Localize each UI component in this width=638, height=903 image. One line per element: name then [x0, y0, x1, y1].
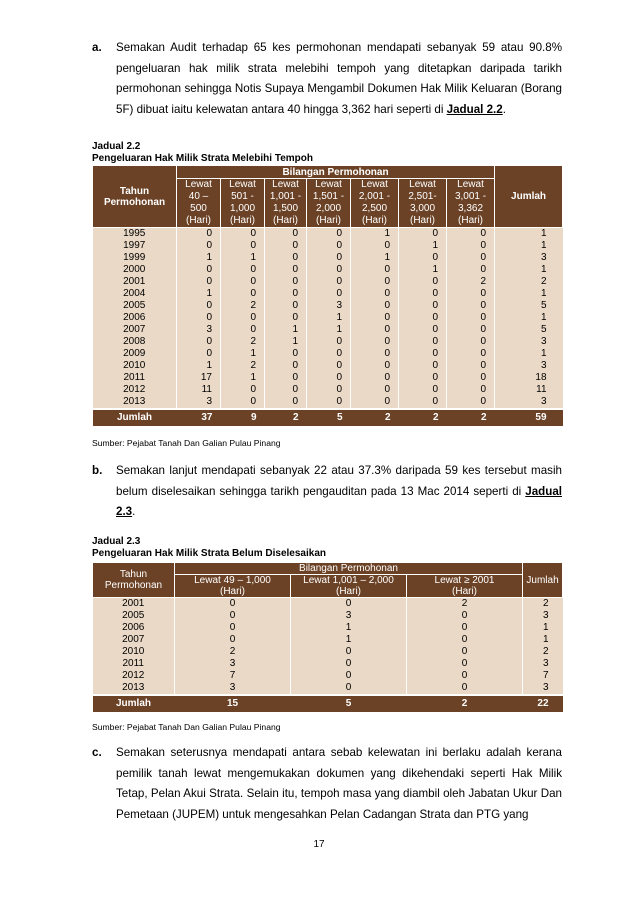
- table-row: [93, 252, 563, 264]
- row-cell: 1: [399, 240, 447, 252]
- table2-header-col-3-l1: Lewat ≥ 2001: [434, 575, 495, 586]
- total-cell: 59: [495, 409, 563, 426]
- table1-header-col-6: [399, 179, 447, 228]
- table1-header-col-6-l2: 2,501-: [408, 191, 437, 202]
- row-cell: 0: [307, 288, 351, 300]
- row-cell: 0: [447, 336, 495, 348]
- row-cell: 2: [495, 276, 563, 288]
- row-cell: 0: [175, 634, 291, 646]
- row-cell: 1: [495, 312, 563, 324]
- row-cell: 0: [265, 312, 307, 324]
- row-cell: 0: [351, 336, 399, 348]
- row-cell: 0: [399, 360, 447, 372]
- table2-header-jumlah: Jumlah: [523, 563, 563, 598]
- row-cell: 0: [307, 360, 351, 372]
- total-cell: 22: [523, 695, 563, 712]
- row-cell: 2: [175, 646, 291, 658]
- row-cell: 1: [177, 288, 221, 300]
- table2-header-col-3: [407, 575, 523, 598]
- row-cell: 0: [221, 288, 265, 300]
- table-row: [93, 336, 563, 348]
- table1-header-col-2-l2: 501 -: [231, 191, 254, 202]
- table2-header-col-3-l2: (Hari): [452, 586, 478, 597]
- row-cell: 0: [399, 348, 447, 360]
- row-cell: 7: [523, 670, 563, 682]
- row-year: 2005: [93, 610, 175, 622]
- table2-header-col-1: [175, 575, 291, 598]
- row-cell: 0: [265, 360, 307, 372]
- row-cell: 1: [177, 252, 221, 264]
- paragraph-c-label: c.: [92, 746, 102, 759]
- row-cell: 3: [177, 396, 221, 409]
- row-cell: 0: [447, 288, 495, 300]
- paragraph-b-text: Semakan lanjut mendapati sebanyak 22 atau 37.3% daripada 59 kes tersebut masih belum diselesaikan sehingga tarikh pengauditan pada 13 Mac 2014 seperti di Jadual 2.3.: [116, 464, 562, 518]
- row-cell: 1: [177, 360, 221, 372]
- row-cell: 1: [221, 252, 265, 264]
- row-year: 2010: [93, 646, 175, 658]
- table1-header-col-5-l4: (Hari): [362, 215, 387, 226]
- row-cell: 3: [495, 360, 563, 372]
- row-cell: 1: [351, 228, 399, 241]
- row-cell: 0: [399, 312, 447, 324]
- paragraph-b-label: b.: [92, 464, 103, 477]
- table1-header-col-2-l1: Lewat: [229, 179, 256, 190]
- row-cell: 0: [447, 240, 495, 252]
- table1-header-col-2-l3: 1,000: [229, 203, 256, 214]
- total-label: Jumlah: [93, 695, 175, 712]
- row-cell: 0: [221, 228, 265, 241]
- total-cell: 9: [221, 409, 265, 426]
- row-cell: 0: [177, 312, 221, 324]
- row-cell: 0: [351, 348, 399, 360]
- row-cell: 0: [221, 396, 265, 409]
- paragraph-c: [92, 743, 562, 825]
- row-cell: 0: [399, 384, 447, 396]
- table-row: [93, 312, 563, 324]
- row-cell: 2: [523, 646, 563, 658]
- row-cell: 1: [221, 372, 265, 384]
- table1-header-group: Bilangan Permohonan: [177, 166, 495, 179]
- paragraph-a: [92, 38, 562, 120]
- row-cell: 0: [399, 300, 447, 312]
- row-cell: 0: [221, 324, 265, 336]
- table1-total-row: [93, 409, 563, 426]
- row-cell: 0: [447, 372, 495, 384]
- row-cell: 0: [265, 300, 307, 312]
- row-cell: 17: [177, 372, 221, 384]
- table1-header-tahun: Tahun Permohonan: [93, 166, 177, 228]
- row-cell: 18: [495, 372, 563, 384]
- table1-header-col-4-l2: 1,501 -: [312, 191, 345, 202]
- row-year: 2013: [93, 682, 175, 695]
- table1-header-col-4-l1: Lewat: [315, 179, 342, 190]
- row-cell: 0: [265, 396, 307, 409]
- row-cell: 0: [307, 396, 351, 409]
- table1-caption-number: Jadual 2.2: [92, 141, 141, 152]
- total-cell: 2: [351, 409, 399, 426]
- row-cell: 3: [495, 252, 563, 264]
- total-cell: 37: [177, 409, 221, 426]
- row-cell: 0: [407, 682, 523, 695]
- row-cell: 0: [447, 252, 495, 264]
- row-cell: 1: [307, 324, 351, 336]
- table1-caption-title: Pengeluaran Hak Milik Strata Melebihi Tempoh: [92, 153, 313, 164]
- row-cell: 0: [307, 228, 351, 241]
- table-row: [93, 384, 563, 396]
- row-cell: 0: [265, 252, 307, 264]
- table1-header-col-3-l1: Lewat: [272, 179, 299, 190]
- row-cell: 1: [291, 622, 407, 634]
- row-year: 1999: [93, 252, 177, 264]
- row-cell: 0: [351, 288, 399, 300]
- row-cell: 0: [447, 348, 495, 360]
- row-cell: 0: [407, 670, 523, 682]
- table1: [92, 165, 563, 426]
- table1-header-col-7: [447, 179, 495, 228]
- paragraph-c-text: Semakan seterusnya mendapati antara sebab kelewatan ini berlaku adalah kerana pemilik tanah lewat mengemukakan dokumen yang dikehendaki seperti Hak Milik Tetap, Pelan Akui Strata. Selain itu, tempoh masa yang diambil oleh Jabatan Ukur Dan Pemetaan (JUPEM) untuk mengesahkan Pelan Cadangan Strata dan PTG yang: [116, 746, 562, 821]
- row-cell: 0: [307, 372, 351, 384]
- row-year: 2012: [93, 670, 175, 682]
- total-cell: 5: [291, 695, 407, 712]
- row-cell: 2: [221, 360, 265, 372]
- table-row: [93, 276, 563, 288]
- row-cell: 0: [221, 240, 265, 252]
- row-cell: 1: [265, 324, 307, 336]
- table-row: [93, 372, 563, 384]
- row-cell: 0: [399, 396, 447, 409]
- row-cell: 0: [291, 646, 407, 658]
- table1-header-col-7-l3: 3,362: [458, 203, 484, 214]
- paragraph-b-ref: Jadual 2.3: [116, 484, 562, 518]
- row-cell: 0: [265, 240, 307, 252]
- row-cell: 7: [175, 670, 291, 682]
- table2-caption-number: Jadual 2.3: [92, 536, 141, 547]
- row-cell: 1: [291, 634, 407, 646]
- row-year: 2000: [93, 264, 177, 276]
- table-row: [93, 670, 563, 682]
- row-cell: 0: [447, 228, 495, 241]
- row-cell: 0: [351, 240, 399, 252]
- row-cell: 0: [291, 682, 407, 695]
- table2-header-tahun: Tahun Permohonan: [93, 563, 175, 598]
- page-number: 17: [313, 839, 325, 850]
- row-cell: 0: [177, 348, 221, 360]
- total-cell: 5: [307, 409, 351, 426]
- row-cell: 0: [351, 300, 399, 312]
- table1-header-col-3: [265, 179, 307, 228]
- row-cell: 0: [221, 384, 265, 396]
- row-cell: 3: [523, 658, 563, 670]
- row-cell: 1: [399, 264, 447, 276]
- row-year: 2001: [93, 598, 175, 611]
- table1-header-col-5-l3: 2,500: [361, 203, 388, 214]
- row-cell: 1: [221, 348, 265, 360]
- row-cell: 0: [399, 372, 447, 384]
- table1-header-col-3-l2: 1,001 -: [269, 191, 302, 202]
- table1-header-col-7-l1: Lewat: [457, 179, 484, 190]
- row-year: 2006: [93, 312, 177, 324]
- table-row: [93, 396, 563, 409]
- total-cell: 15: [175, 695, 291, 712]
- table-row: [93, 228, 563, 241]
- row-cell: 0: [175, 622, 291, 634]
- row-cell: 1: [351, 252, 399, 264]
- row-cell: 0: [399, 336, 447, 348]
- row-cell: 0: [265, 228, 307, 241]
- table1-header-col-5: [351, 179, 399, 228]
- row-cell: 0: [307, 336, 351, 348]
- row-cell: 1: [265, 336, 307, 348]
- row-cell: 0: [447, 300, 495, 312]
- row-year: 2011: [93, 372, 177, 384]
- table2-total-row: [93, 695, 563, 712]
- table1-header-col-3-l3: 1,500: [272, 203, 299, 214]
- row-cell: 0: [265, 276, 307, 288]
- table-row: [93, 634, 563, 646]
- row-cell: 3: [495, 336, 563, 348]
- table2: [92, 562, 563, 712]
- table-row: [93, 360, 563, 372]
- paragraph-a-text: Semakan Audit terhadap 65 kes permohonan mendapati sebanyak 59 atau 90.8% pengeluaran hak milik strata melebihi tempoh yang ditetapkan daripada tarikh permohonan sehingga Notis Supaya Mengambil Dokumen Hak Milik Keluaran (Borang 5F) dibuat iaitu kelewatan antara 40 hingga 3,362 hari seperti di Jadual 2.2.: [116, 41, 562, 116]
- row-cell: 0: [351, 396, 399, 409]
- row-cell: 0: [351, 372, 399, 384]
- table1-header-col-2-l4: (Hari): [230, 215, 255, 226]
- total-cell: 2: [399, 409, 447, 426]
- row-cell: 0: [307, 252, 351, 264]
- table1-caption: [92, 141, 313, 165]
- row-cell: 3: [523, 610, 563, 622]
- table2-source: Sumber: Pejabat Tanah Dan Galian Pulau Pinang: [92, 722, 281, 732]
- row-cell: 0: [175, 598, 291, 611]
- table2-caption: [92, 536, 326, 560]
- row-cell: 1: [523, 622, 563, 634]
- row-cell: 0: [265, 288, 307, 300]
- row-cell: 0: [307, 264, 351, 276]
- row-cell: 5: [495, 300, 563, 312]
- paragraph-a-label: a.: [92, 41, 102, 54]
- row-year: 2001: [93, 276, 177, 288]
- row-year: 2010: [93, 360, 177, 372]
- row-cell: 0: [351, 384, 399, 396]
- row-cell: 11: [495, 384, 563, 396]
- table1-header-col-1-l2: 40 –: [188, 191, 209, 202]
- row-cell: 3: [175, 658, 291, 670]
- row-cell: 0: [307, 240, 351, 252]
- row-cell: 3: [495, 396, 563, 409]
- paragraph-a-ref: Jadual 2.2: [446, 102, 503, 116]
- table1-header-col-6-l3: 3,000: [409, 203, 436, 214]
- row-cell: 11: [177, 384, 221, 396]
- row-cell: 0: [177, 276, 221, 288]
- table1-header-col-6-l1: Lewat: [409, 179, 436, 190]
- row-cell: 0: [407, 622, 523, 634]
- row-cell: 0: [407, 634, 523, 646]
- row-cell: 2: [407, 598, 523, 611]
- row-year: 2006: [93, 622, 175, 634]
- row-cell: 1: [495, 228, 563, 241]
- table-row: [93, 622, 563, 634]
- row-year: 2008: [93, 336, 177, 348]
- row-cell: 0: [307, 276, 351, 288]
- row-cell: 2: [523, 598, 563, 611]
- row-year: 2005: [93, 300, 177, 312]
- row-cell: 3: [177, 324, 221, 336]
- table-row: [93, 348, 563, 360]
- table1-header-col-7-l2: 3,001 -: [454, 191, 487, 202]
- row-cell: 3: [307, 300, 351, 312]
- table2-header-col-2-l2: (Hari): [336, 586, 361, 597]
- row-cell: 1: [495, 264, 563, 276]
- row-year: 1997: [93, 240, 177, 252]
- row-cell: 0: [399, 228, 447, 241]
- row-cell: 5: [495, 324, 563, 336]
- table-row: [93, 300, 563, 312]
- table1-header-col-4-l3: 2,000: [315, 203, 342, 214]
- table-row: [93, 598, 563, 611]
- table2-header-col-1-l1: Lewat 49 – 1,000: [194, 575, 271, 586]
- total-cell: 2: [447, 409, 495, 426]
- row-cell: 1: [307, 312, 351, 324]
- row-cell: 0: [177, 264, 221, 276]
- row-cell: 0: [351, 276, 399, 288]
- row-cell: 0: [407, 610, 523, 622]
- row-cell: 3: [291, 610, 407, 622]
- table1-header-col-1: [177, 179, 221, 228]
- row-year: 2009: [93, 348, 177, 360]
- row-cell: 0: [407, 658, 523, 670]
- table2-header-group: Bilangan Permohonan: [175, 563, 523, 575]
- row-cell: 0: [291, 670, 407, 682]
- row-cell: 0: [407, 646, 523, 658]
- table2-header-col-2-l1: Lewat 1,001 – 2,000: [303, 575, 394, 586]
- row-cell: 0: [221, 264, 265, 276]
- row-cell: 0: [447, 264, 495, 276]
- table1-header-col-1-l4: (Hari): [186, 215, 211, 226]
- table-row: [93, 264, 563, 276]
- row-cell: 0: [399, 276, 447, 288]
- row-cell: 3: [175, 682, 291, 695]
- table2-header-col-1-l2: (Hari): [220, 586, 245, 597]
- total-cell: 2: [407, 695, 523, 712]
- row-year: 1995: [93, 228, 177, 241]
- table1-header-col-1-l3: 500: [190, 203, 207, 214]
- row-year: 2004: [93, 288, 177, 300]
- row-cell: 0: [447, 396, 495, 409]
- row-cell: 0: [351, 264, 399, 276]
- row-cell: 0: [447, 384, 495, 396]
- total-label: Jumlah: [93, 409, 177, 426]
- row-cell: 3: [523, 682, 563, 695]
- table-row: [93, 658, 563, 670]
- row-cell: 0: [291, 658, 407, 670]
- row-cell: 1: [523, 634, 563, 646]
- table2-caption-title: Pengeluaran Hak Milik Strata Belum Diselesaikan: [92, 548, 326, 559]
- row-cell: 0: [221, 312, 265, 324]
- row-cell: 0: [177, 240, 221, 252]
- table-row: [93, 682, 563, 695]
- table-row: [93, 324, 563, 336]
- row-cell: 0: [351, 312, 399, 324]
- row-cell: 0: [177, 336, 221, 348]
- row-cell: 0: [177, 300, 221, 312]
- table1-header-col-5-l1: Lewat: [361, 179, 388, 190]
- row-cell: 0: [221, 276, 265, 288]
- row-cell: 1: [495, 348, 563, 360]
- row-year: 2007: [93, 324, 177, 336]
- row-cell: 0: [291, 598, 407, 611]
- table-row: [93, 646, 563, 658]
- row-cell: 0: [265, 348, 307, 360]
- row-cell: 1: [495, 288, 563, 300]
- row-year: 2013: [93, 396, 177, 409]
- row-cell: 2: [447, 276, 495, 288]
- table1-header-col-6-l4: (Hari): [410, 215, 435, 226]
- table1-header-col-7-l4: (Hari): [458, 215, 484, 226]
- row-year: 2011: [93, 658, 175, 670]
- row-cell: 0: [265, 384, 307, 396]
- row-cell: 0: [177, 228, 221, 241]
- table1-header-col-2: [221, 179, 265, 228]
- row-cell: 0: [447, 312, 495, 324]
- paragraph-b: [92, 461, 562, 523]
- table1-source: Sumber: Pejabat Tanah Dan Galian Pulau Pinang: [92, 438, 281, 448]
- row-cell: 0: [399, 288, 447, 300]
- table2-header-col-2: [291, 575, 407, 598]
- row-cell: 0: [265, 264, 307, 276]
- table1-header-col-4-l4: (Hari): [316, 215, 341, 226]
- row-cell: 0: [447, 360, 495, 372]
- total-cell: 2: [265, 409, 307, 426]
- row-cell: 0: [265, 372, 307, 384]
- table1-header-col-4: [307, 179, 351, 228]
- table-row: [93, 610, 563, 622]
- row-year: 2012: [93, 384, 177, 396]
- row-cell: 0: [307, 384, 351, 396]
- table-row: [93, 240, 563, 252]
- table-row: [93, 288, 563, 300]
- table1-header-col-5-l2: 2,001 -: [358, 191, 391, 202]
- table1-header-col-3-l4: (Hari): [273, 215, 298, 226]
- row-cell: 1: [495, 240, 563, 252]
- row-cell: 0: [351, 360, 399, 372]
- row-cell: 2: [221, 300, 265, 312]
- row-cell: 0: [399, 324, 447, 336]
- table1-header-col-1-l1: Lewat: [185, 179, 212, 190]
- row-cell: 0: [175, 610, 291, 622]
- row-cell: 0: [307, 348, 351, 360]
- table1-header-jumlah: Jumlah: [495, 166, 563, 228]
- row-cell: 0: [447, 324, 495, 336]
- row-cell: 0: [399, 252, 447, 264]
- row-cell: 2: [221, 336, 265, 348]
- row-cell: 0: [351, 324, 399, 336]
- row-year: 2007: [93, 634, 175, 646]
